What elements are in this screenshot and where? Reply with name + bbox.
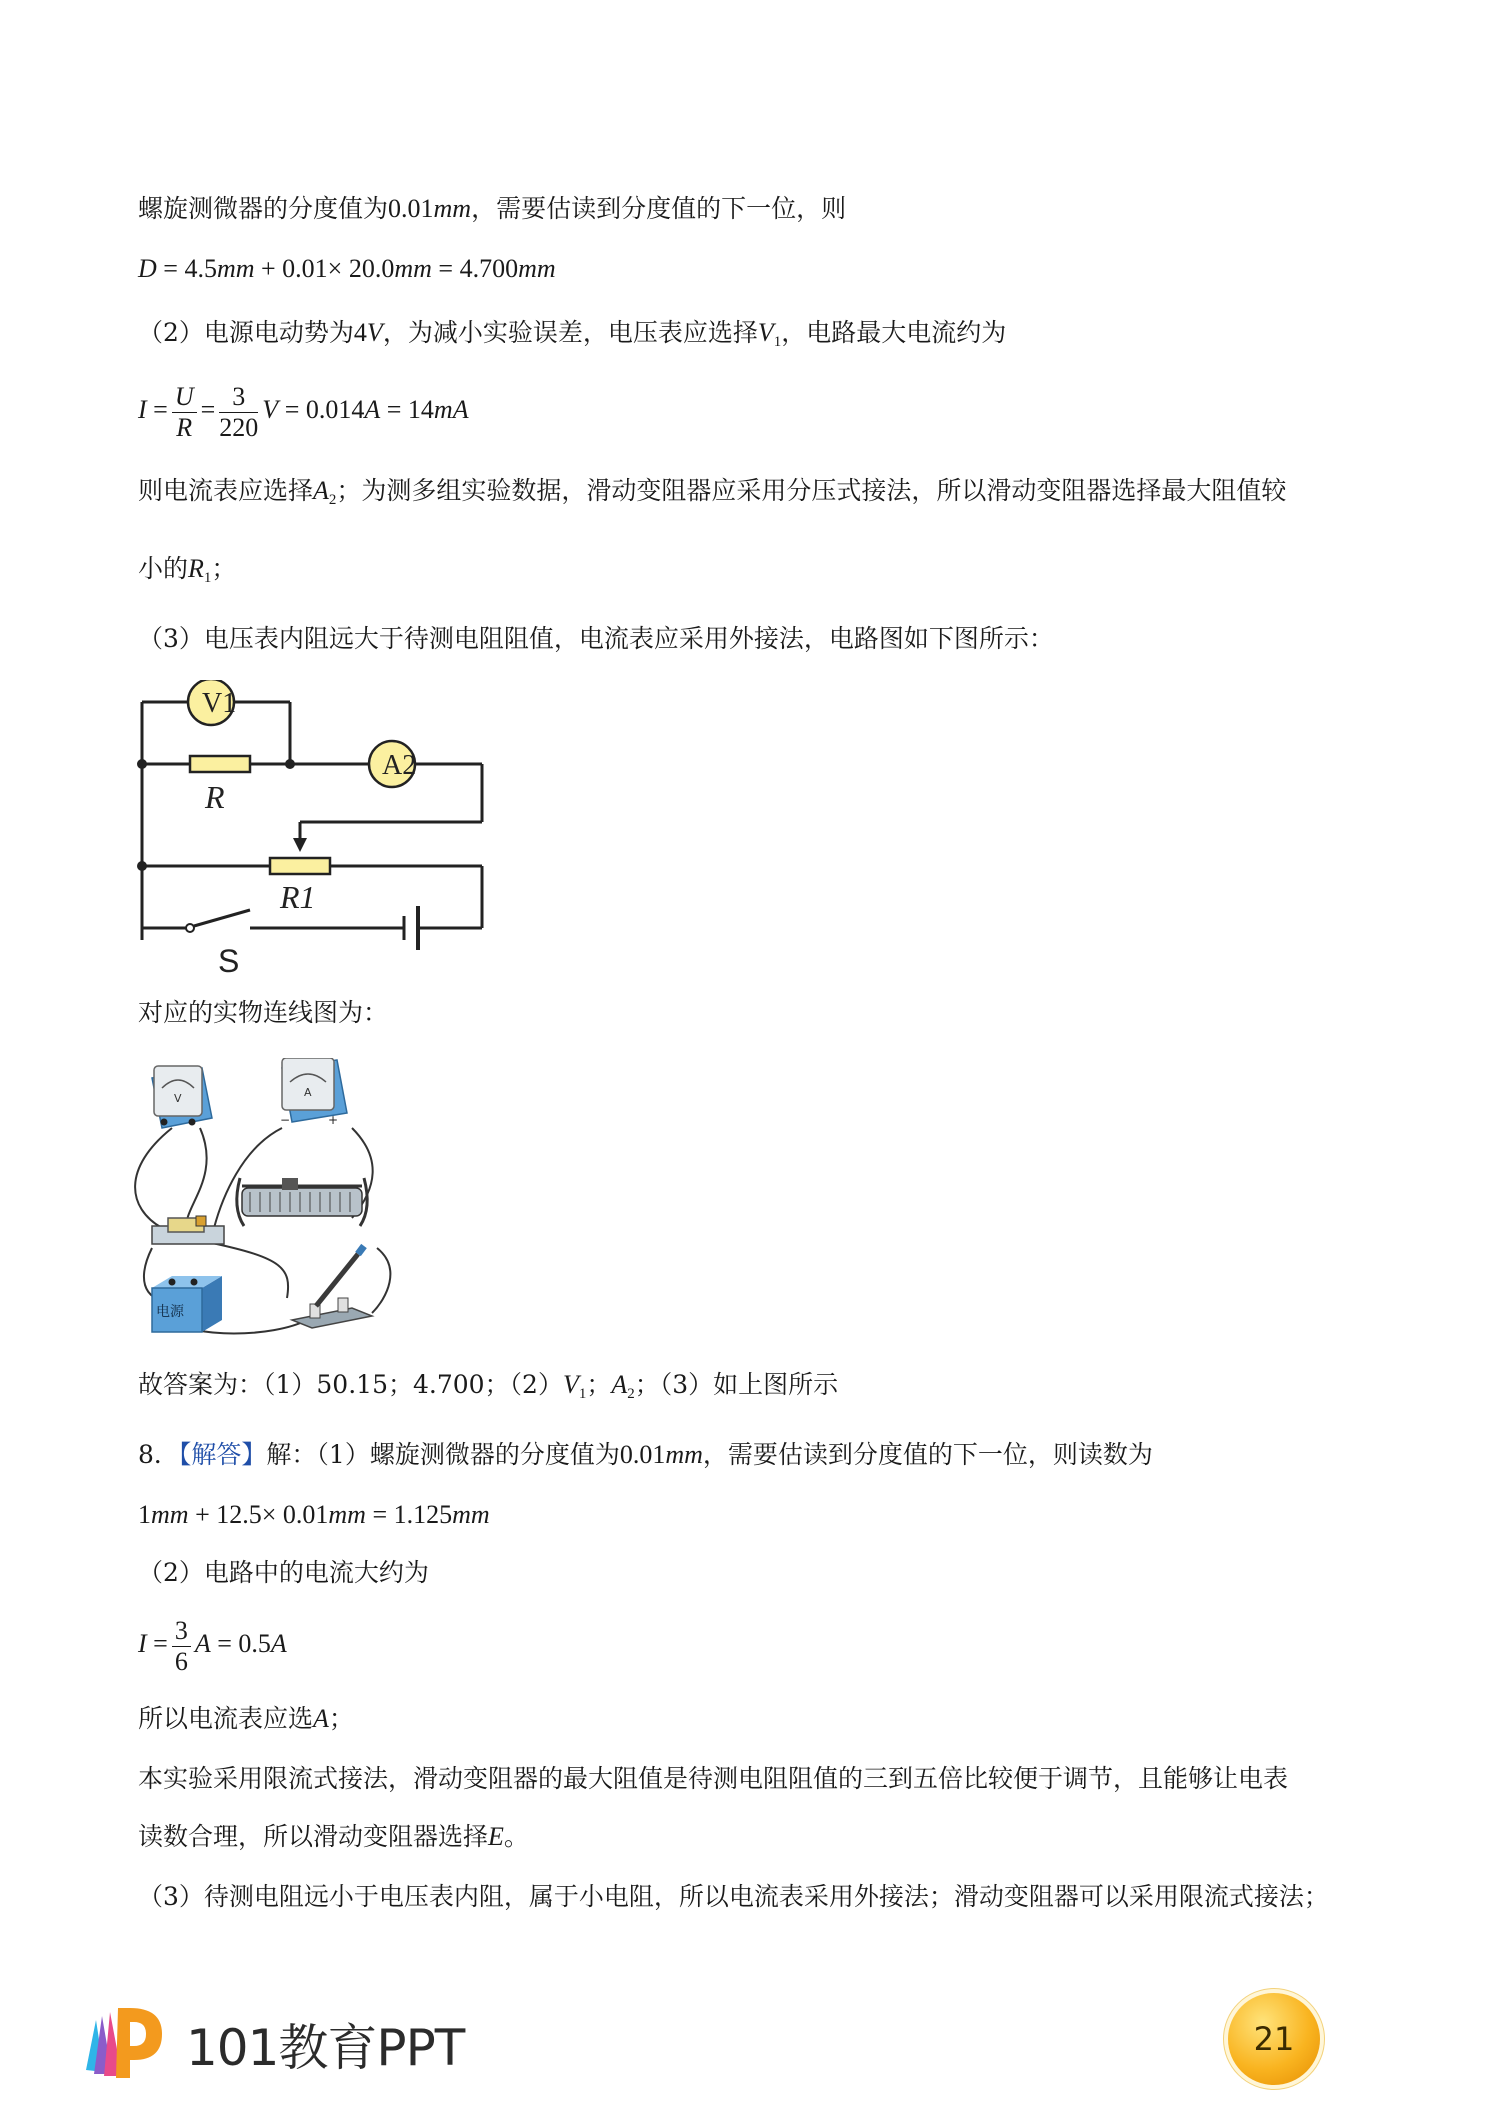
- answer-summary: 故答案为：（1）50.15；4.700；$(2)V_1$；$A_2$；（3）如上图所示: [138, 1370, 839, 1402]
- svg-text:−: −: [280, 1113, 291, 1127]
- resistor-R-label: R: [205, 779, 225, 815]
- rheostat-R1: [270, 858, 330, 874]
- rheostat-device: [237, 1178, 367, 1226]
- brand-name: 101教育PPT: [186, 2019, 465, 2077]
- text-line-1: [138, 192, 846, 226]
- text-line-16: 读数合理，所以滑动变阻器选择E。: [138, 1822, 529, 1851]
- text-line-12: （2）电路中的电流大约为: [138, 1558, 429, 1587]
- answer-tag: 【解答】: [178, 1440, 267, 1469]
- svg-text:+: +: [328, 1113, 339, 1127]
- resistor-R: [190, 756, 250, 772]
- rheostat-R1-label: R1: [280, 879, 316, 915]
- voltmeter-device: [152, 1066, 212, 1128]
- page-number: 21: [1253, 2020, 1295, 2058]
- text-line-7: （3）电压表内阻远大于待测电阻阻值，电流表应采用外接法，电路图如下图所示：: [138, 624, 1054, 653]
- text-line-3: （2）电源电动势为4V，为减小实验误差，电压表应选择$V_1$，电路最大电流约为: [138, 318, 1007, 350]
- equation-I-max: I = $\frac{U}{R}$ = $\frac{3}{220}$ V = 0.014A = 14mA: [138, 381, 469, 442]
- wiring-diagram: [132, 1058, 432, 1338]
- text-line-8: 对应的实物连线图为：: [138, 998, 389, 1027]
- equation-reading: 1mm + 12.5× 0.01mm = 1.125mm: [138, 1500, 490, 1529]
- text-line-6: 小的$R_1$；: [138, 554, 237, 586]
- ammeter-device: [280, 1058, 347, 1127]
- power-supply-device: [152, 1276, 222, 1332]
- switch-device: [292, 1246, 372, 1328]
- switch-label: S: [218, 943, 240, 979]
- voltmeter-label: V1: [202, 688, 237, 719]
- svg-text:A: A: [304, 1086, 312, 1099]
- equation-D: D = 4.5mm + 0.01× 20.0mm = 4.700mm: [138, 254, 556, 283]
- text-line-15: 本实验采用限流式接法，滑动变阻器的最大阻值是待测电阻阻值的三到五倍比较便于调节，且能够让电表: [138, 1764, 1289, 1793]
- svg-text:V: V: [174, 1092, 182, 1105]
- question-8-answer: 8．【解答】解：（1）螺旋测微器的分度值为0.01mm，需要估读到分度值的下一位，则读数为: [138, 1440, 1153, 1469]
- resistor-device: [152, 1216, 224, 1244]
- text-line-5: 则电流表应选择$A_2$；为测多组实验数据，滑动变阻器应采用分压式接法，所以滑动变阻器选择最大阻值较: [138, 476, 1287, 508]
- brand-logo-icon: [78, 1990, 178, 2090]
- ammeter-label: A2: [382, 750, 417, 781]
- equation-I: I = $\frac{3}{6}$ A = 0.5A: [138, 1615, 287, 1676]
- text-line-1-content: 螺旋测微器的分度值为0.01mm，需要估读到分度值的下一位，则: [138, 194, 847, 223]
- page-number-badge: [1228, 1993, 1320, 2085]
- text-line-17: （3）待测电阻远小于电压表内阻，属于小电阻，所以电流表采用外接法；滑动变阻器可以采用限流式接法；: [138, 1882, 1329, 1911]
- circuit-diagram: [130, 680, 500, 980]
- svg-text:电源: 电源: [156, 1304, 184, 1320]
- text-line-14: 所以电流表应选A；: [138, 1704, 354, 1733]
